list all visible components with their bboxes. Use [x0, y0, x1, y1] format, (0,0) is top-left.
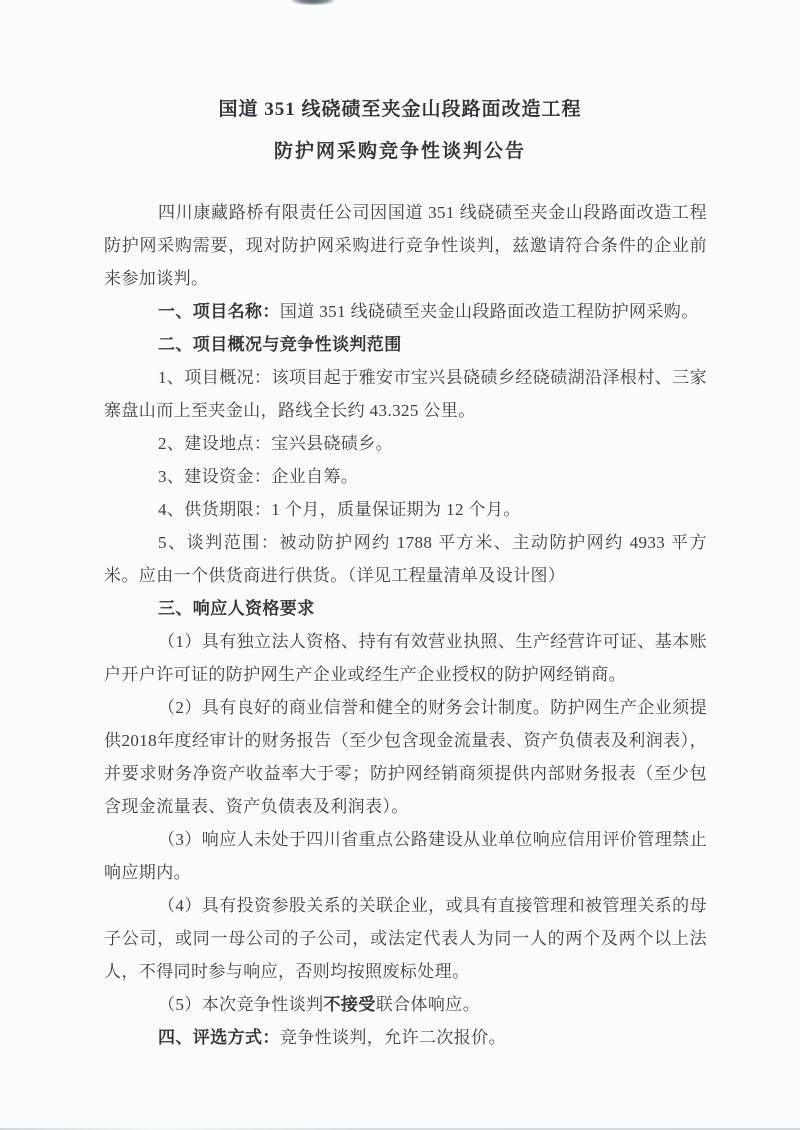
- section-heading-run: 四、评选方式：: [158, 1028, 280, 1047]
- text-run: 国道 351 线硗碛至夹金山段路面改造工程防护网采购。: [279, 302, 699, 321]
- text-run: 1、项目概况：该项目起于雅安市宝兴县硗碛乡经硗碛湖沿泽根村、三家寨盘山而上至夹金山，路线全长约 43.325 公里。: [104, 368, 707, 420]
- paragraph-section-3-heading: [104, 592, 707, 625]
- paragraph-qualification-3: [104, 823, 707, 889]
- paragraph-item-5-negotiation-scope: [104, 526, 707, 592]
- paragraph-item-3-funding: [104, 460, 707, 493]
- paragraph-section-1-project-name: [104, 295, 707, 328]
- paragraph-section-2-heading: [104, 328, 707, 361]
- scan-artifact-top-smudge: [292, 0, 334, 5]
- section-heading-run: 二、项目概况与竞争性谈判范围: [158, 335, 402, 354]
- text-run: 四川康藏路桥有限责任公司因国道 351 线硗碛至夹金山段路面改造工程防护网采购需要，现对防护网采购进行竞争性谈判，兹邀请符合条件的企业前来参加谈判。: [104, 203, 707, 288]
- text-run: 2、建设地点：宝兴县硗碛乡。: [158, 434, 394, 453]
- document-title-line-1: 国道 351 线硗碛至夹金山段路面改造工程: [218, 99, 582, 120]
- emphasized-run: 不接受: [323, 995, 376, 1014]
- document-body: [0, 166, 800, 1054]
- text-run: 4、供货期限：1 个月，质量保证期为 12 个月。: [158, 500, 521, 519]
- paragraph-introduction: [104, 196, 707, 295]
- text-run: （4）具有投资参股关系的关联企业，或具有直接管理和被管理关系的母子公司，或同一母公司的子公司，或法定代表人为同一人的两个及两个以上法人，不得同时参与响应，否则均按照废标处理。: [104, 896, 707, 981]
- document-title-block: [0, 0, 800, 166]
- section-heading-run: 三、响应人资格要求: [158, 599, 315, 618]
- paragraph-section-4-selection-method: [104, 1021, 707, 1054]
- text-run: 竞争性谈判，允许二次报价。: [279, 1028, 507, 1047]
- paragraph-item-4-delivery-period: [104, 493, 707, 526]
- paragraph-qualification-2: [104, 691, 707, 823]
- paragraph-qualification-4: [104, 889, 707, 988]
- text-run: （2）具有良好的商业信誉和健全的财务会计制度。防护网生产企业须提供2018年度经审计的财务报告（至少包含现金流量表、资产负债表及利润表），并要求财务净资产收益率大于零；防护网经销商须提供内部财务报表（至少包含现金流量表、资产负债表及利润表）。: [104, 698, 707, 816]
- section-heading-run: 一、项目名称：: [158, 302, 280, 321]
- text-run: 3、建设资金：企业自筹。: [158, 467, 359, 486]
- text-run: 5、谈判范围：被动防护网约 1788 平方米、主动防护网约 4933 平方米。应由一个供货商进行供货。（详见工程量清单及设计图）: [104, 533, 707, 585]
- text-run: （5）本次竞争性谈判: [158, 995, 324, 1014]
- paragraph-item-2-location: [104, 427, 707, 460]
- text-run: （3）响应人未处于四川省重点公路建设从业单位响应信用评价管理禁止响应期内。: [104, 830, 707, 882]
- text-run: 联合体响应。: [375, 995, 481, 1014]
- paragraph-qualification-1: [104, 625, 707, 691]
- document-title-line-2: 防护网采购竞争性谈判公告: [273, 141, 526, 162]
- text-run: （1）具有独立法人资格、持有有效营业执照、生产经营许可证、基本账户开户许可证的防护网生产企业或经生产企业授权的防护网经销商。: [104, 632, 707, 684]
- paragraph-qualification-5: [104, 988, 707, 1021]
- paragraph-item-1-project-overview: [104, 361, 707, 427]
